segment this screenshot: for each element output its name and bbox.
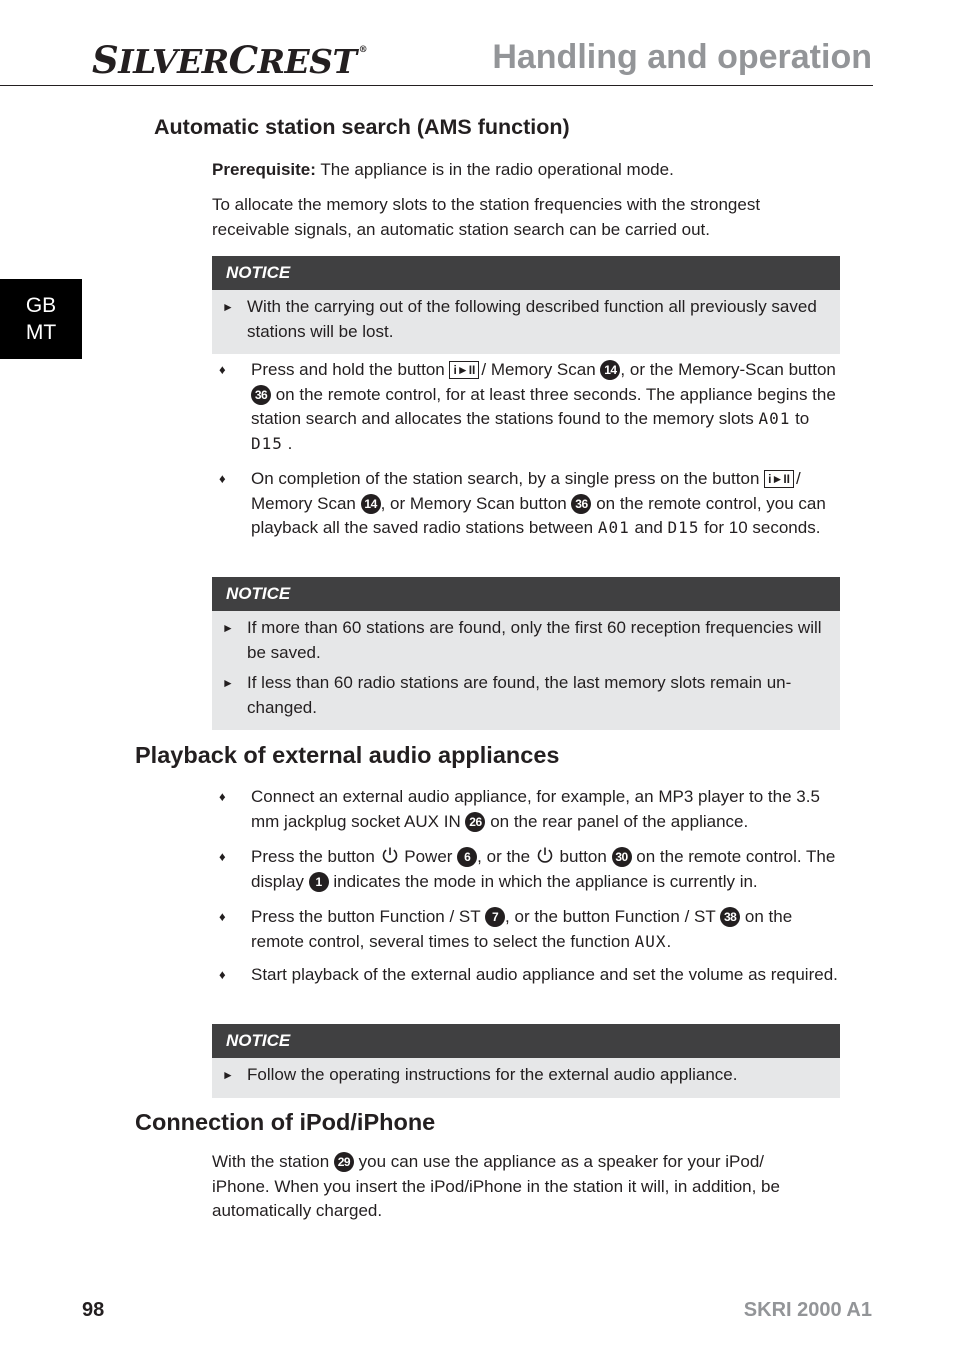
display-segment-text: A01 [758,409,791,428]
text: Press the button [251,847,380,866]
text: / Memory Scan [251,469,801,513]
text: Press and hold the button [251,360,450,379]
text: , or Memory Scan button [380,493,572,513]
brand-logo [92,38,368,82]
play-pause-button-icon: i►II [449,361,479,379]
callout-number: 14 [361,494,381,514]
text: on the rear panel of the appliance. [485,811,749,831]
text: , or the [477,847,535,866]
text: , or the Memory-Scan button [620,360,836,379]
text: on the remote control, for at least three seconds. The appliance begins the station search and allocates the stations found to the memory slots [251,384,836,428]
notice-title: NOTICE [212,577,840,611]
section-heading-ams: Automatic station search (AMS function) [154,115,570,139]
diamond-bullet-icon: ♦ [219,362,226,377]
callout-number: 36 [571,494,591,514]
brand-part: REST [257,42,357,81]
notice-item-text: If less than 60 radio stations are found, the last memory slots remain un-changed. [247,673,792,717]
diamond-bullet-icon: ♦ [219,471,226,486]
display-segment-text: D15 [251,433,283,453]
playback-step-4 [219,963,841,988]
text: on the remote control, you can playback all the saved radio stations between [251,493,826,537]
callout-number: 38 [720,907,740,927]
text: . [282,433,293,453]
callout-number: 30 [612,847,632,867]
text: Start playback of the external audio appliance and set the volume as required. [251,965,838,984]
callout-number: 26 [465,812,485,832]
arrow-right-icon: ► [222,621,234,635]
playback-step-1 [219,785,841,834]
diamond-bullet-icon: ♦ [219,789,226,804]
ipod-paragraph [212,1150,812,1224]
notice-item-text: If more than 60 stations are found, only the first 60 reception frequencies will be saved. [247,618,822,662]
prerequisite-text: The appliance is in the radio operational mode. [320,160,674,179]
notice-item [222,671,830,720]
power-icon [380,845,400,865]
language-code-gb: GB [25,294,57,317]
notice-item-text: With the carrying out of the following described function all previously saved stations will be lost. [247,297,817,341]
power-icon [535,845,555,865]
callout-number: 6 [457,847,477,867]
text: Power [399,847,458,866]
brand-letter: S [92,38,119,82]
notice-title: NOTICE [212,256,840,290]
text: With the station [212,1152,334,1171]
diamond-bullet-icon: ♦ [219,967,226,982]
callout-number: 1 [309,872,329,892]
text: . [666,931,672,951]
notice-item-text: Follow the operating instructions for the external audio appliance. [247,1065,738,1084]
notice-item [222,295,830,344]
language-code-mt: MT [25,321,57,344]
callout-number: 14 [600,360,620,380]
language-tab [0,279,82,359]
callout-number: 7 [485,907,505,927]
section-heading-ipod: Connection of iPod/iPhone [135,1109,436,1135]
notice-box-ams-2 [212,577,840,730]
text: button [554,847,612,866]
arrow-right-icon: ► [222,1068,234,1082]
registered-mark: ® [358,45,368,55]
notice-box-ams-1 [212,256,840,354]
text: on the remote control. The display [251,847,836,891]
notice-item [222,1063,830,1088]
text: indicates the mode in which the appliance is currently in. [328,871,758,891]
page-title: Handling and operation [492,38,872,76]
ams-intro-paragraph: To allocate the memory slots to the station frequencies with the strongest receivable signals, an automatic station search can be carried out. [212,195,761,239]
arrow-right-icon: ► [222,300,234,314]
ams-step-2 [219,467,841,541]
display-segment-text: D15 [667,518,700,537]
display-segment-text: A01 [597,518,630,537]
diamond-bullet-icon: ♦ [219,849,226,864]
text: you can use the appliance as a speaker for your iPod/ iPhone. When you insert the iPod/iPhone in the station it will, in addition, be automatically charged. [212,1152,780,1220]
text: on the remote control, several times to select the function [251,907,793,951]
text: Press the button Function / ST [251,907,486,926]
text: to [790,409,810,428]
header-divider [0,85,873,86]
ams-step-1 [219,358,841,456]
play-pause-button-icon: i►II [764,470,794,488]
brand-letter: C [228,38,258,82]
prerequisite-paragraph [212,158,842,183]
callout-number: 29 [334,1152,354,1172]
text: for 10 seconds. [699,518,821,537]
notice-item [222,616,830,665]
text: / Memory Scan [481,360,601,379]
callout-number: 36 [251,385,271,405]
playback-step-3 [219,905,841,954]
model-number: SKRI 2000 A1 [743,1299,872,1321]
notice-box-playback [212,1024,840,1098]
text: On completion of the station search, by a single press on the button [251,469,765,488]
playback-step-2 [219,845,841,894]
text: , or the button Function / ST [505,907,721,926]
prerequisite-label: Prerequisite: [212,160,316,179]
brand-part: ILVER [118,42,229,81]
notice-title: NOTICE [212,1024,840,1058]
diamond-bullet-icon: ♦ [219,909,226,924]
display-segment-text: AUX [634,931,667,951]
section-heading-playback: Playback of external audio appliances [135,742,560,768]
text: Connect an external audio appliance, for example, an MP3 player to the 3.5 mm jackplug socket AUX IN [251,787,820,831]
arrow-right-icon: ► [222,676,234,690]
text: and [629,518,668,537]
page-number: 98 [82,1299,105,1321]
